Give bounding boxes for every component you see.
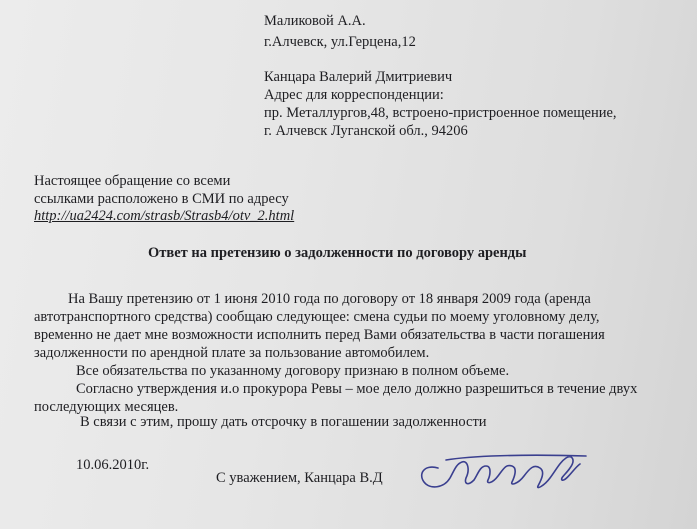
body-p1-line4: задолженности по арендной плате за пользование автомобилем.: [34, 345, 430, 361]
body-p3-line1: Согласно утверждения и.о прокурора Ревы – мое дело должно разрешиться в течение двух: [76, 381, 638, 397]
letter-title: Ответ на претензию о задолженности по договору аренды: [148, 245, 527, 261]
sender-address-label: Адрес для корреспонденции:: [264, 87, 444, 103]
body-p4: В связи с этим, прошу дать отсрочку в погашении задолженности: [80, 414, 487, 430]
body-p3-line2: последующих месяцев.: [34, 399, 179, 415]
note-line-2: ссылками расположено в СМИ по адресу: [34, 191, 289, 207]
sender-name: Канцара Валерий Дмитриевич: [264, 69, 453, 85]
body-p1-line1: На Вашу претензию от 1 июня 2010 года по договору от 18 января 2009 года (аренда: [68, 291, 591, 307]
letter-date: 10.06.2010г.: [76, 457, 150, 473]
body-p2: Все обязательства по указанному договору признаю в полном объеме.: [76, 363, 510, 379]
recipient-address: г.Алчевск, ул.Герцена,12: [264, 34, 416, 50]
note-line-1: Настоящее обращение со всеми: [34, 173, 231, 189]
publication-link[interactable]: http://ua2424.com/strasb/Strasb4/otv_2.html: [34, 208, 295, 224]
signature-image: [410, 438, 600, 500]
body-p1-line2: автотранспортного средства) сообщаю следующее: смена судьи по моему уголовному делу,: [34, 309, 600, 325]
recipient-name: Маликовой А.А.: [264, 13, 366, 29]
body-p1-line3: временно не дает мне возможности исполнить перед Вами обязательства в части погашения: [34, 327, 605, 343]
sender-address-line2: г. Алчевск Луганской обл., 94206: [264, 123, 468, 139]
closing-line: С уважением, Канцара В.Д: [216, 470, 383, 486]
sender-address-line1: пр. Металлургов,48, встроено-пристроенное помещение,: [264, 105, 617, 121]
